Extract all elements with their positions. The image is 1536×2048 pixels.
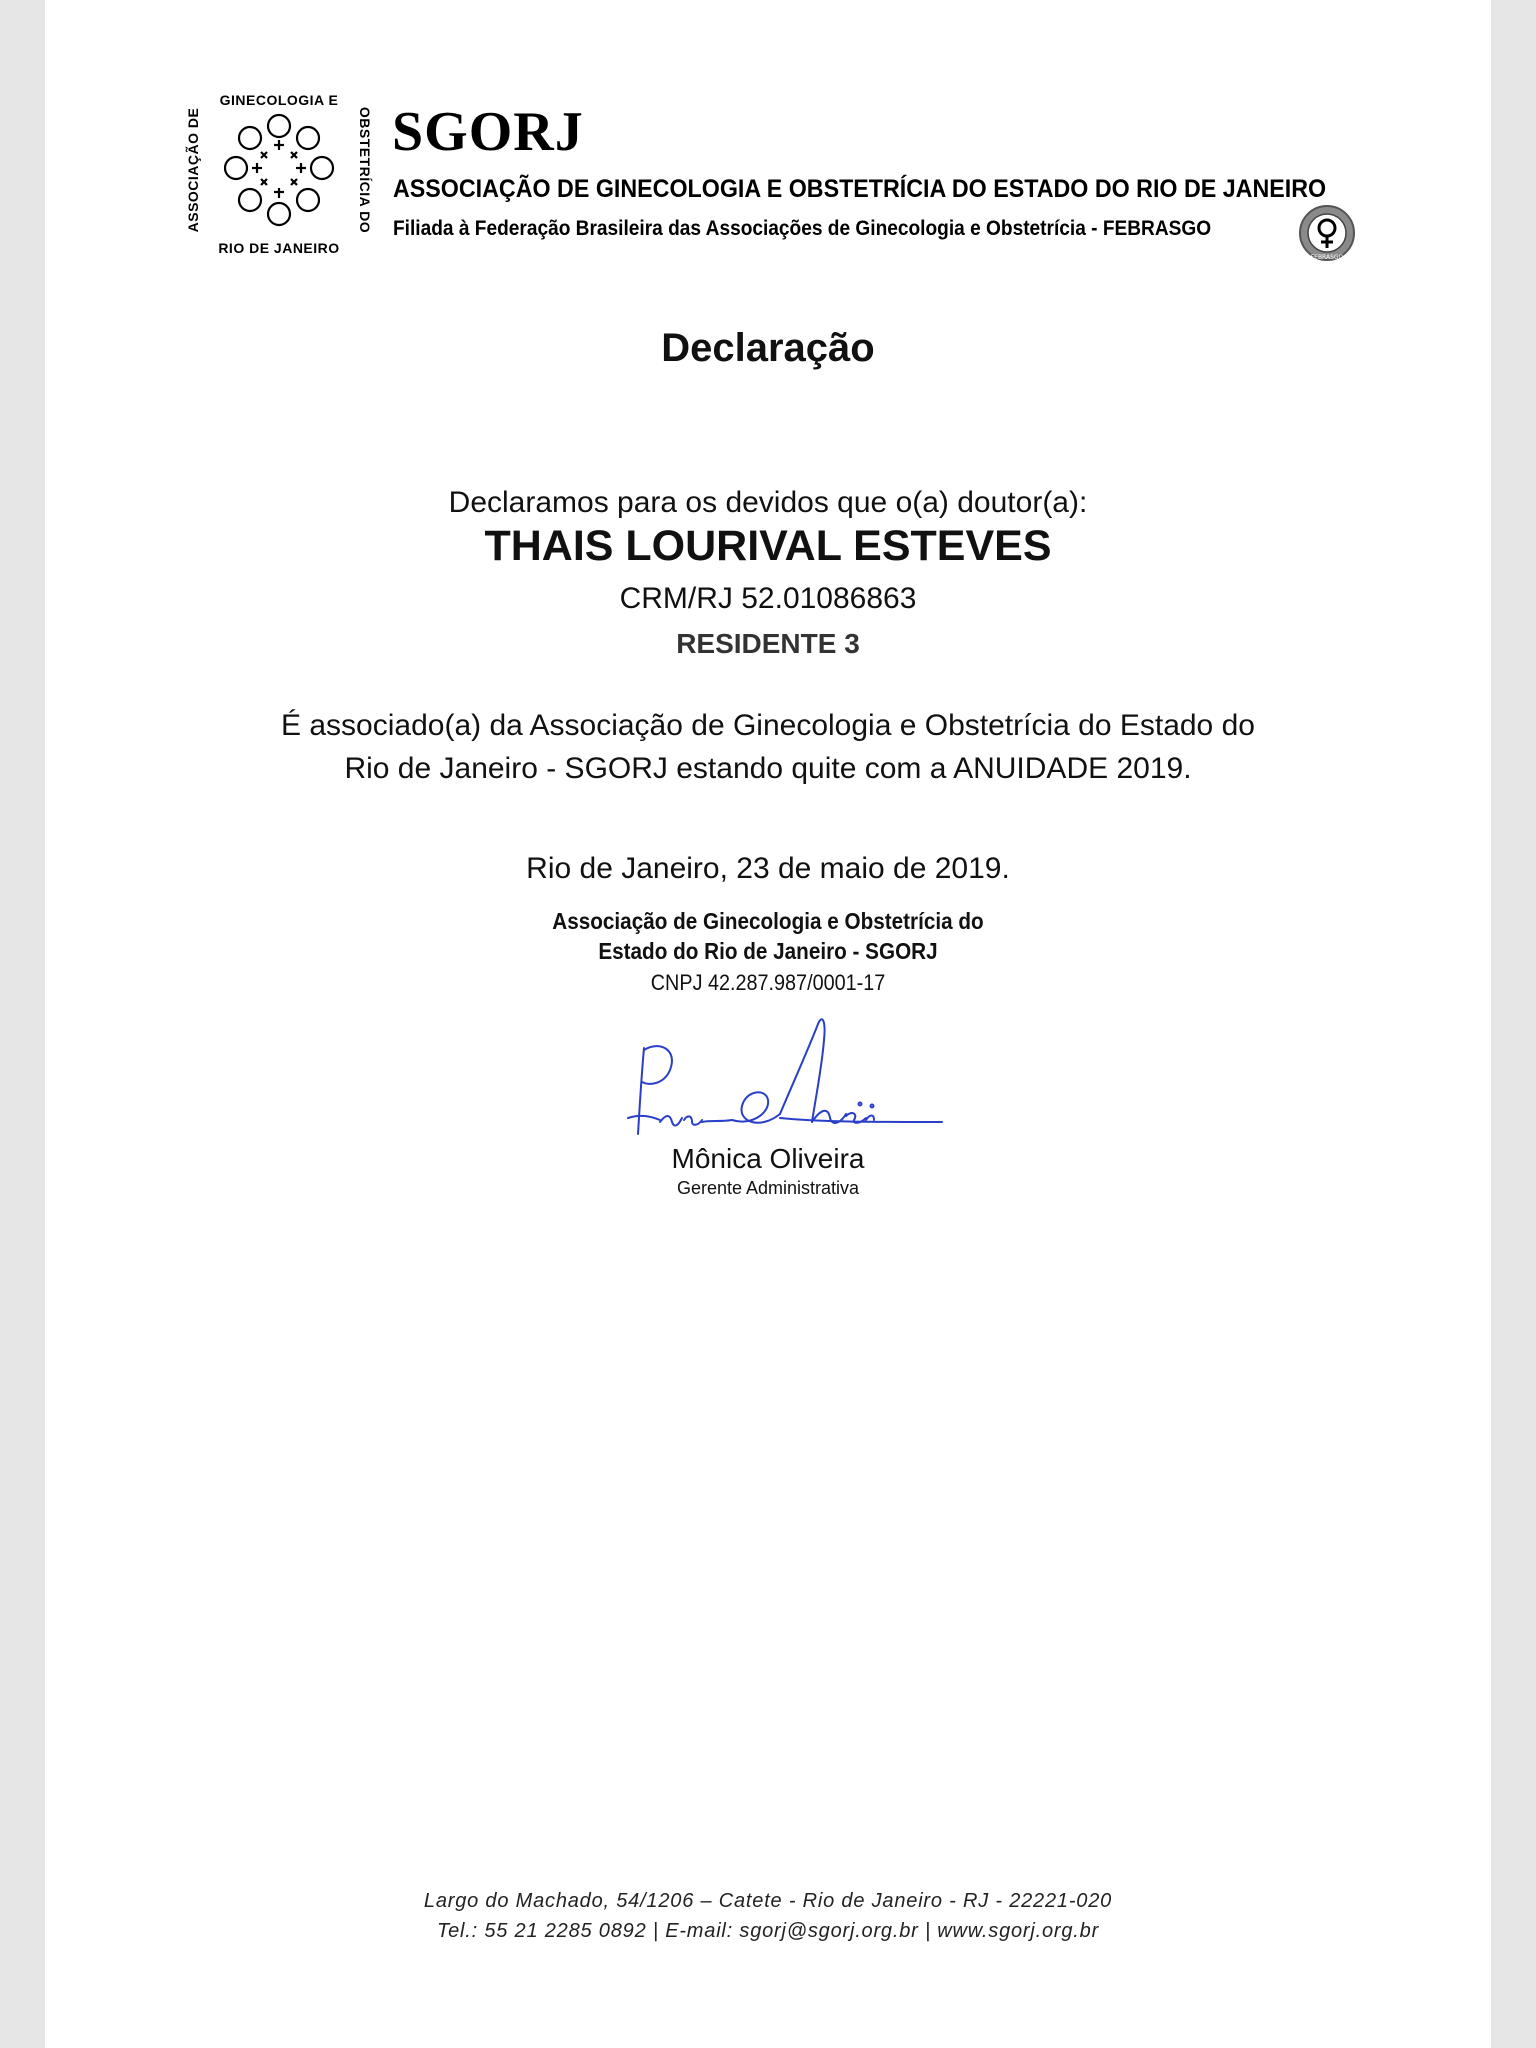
org-full-name: ASSOCIAÇÃO DE GINECOLOGIA E OBSTETRÍCIA DO ESTADO DO RIO DE JANEIRO	[393, 175, 1327, 203]
logo-text-right: OBSTETRÍCIA DO	[357, 106, 373, 234]
doctor-name: THAIS LOURIVAL ESTEVES	[484, 522, 1052, 570]
footer-contact: Tel.: 55 21 2285 0892 | E-mail: sgorj@sgorj.org.br | www.sgorj.org.br	[436, 1920, 1100, 1942]
signer-role: Gerente Administrativa	[676, 1178, 860, 1198]
logo-text-bottom: RIO DE JANEIRO	[218, 240, 340, 256]
footer-address: Largo do Machado, 54/1206 – Catete - Rio de Janeiro - RJ - 22221-020	[423, 1890, 1113, 1912]
logo-text-top: GINECOLOGIA E	[219, 92, 339, 108]
statement-line-1: É associado(a) da Associação de Ginecologia e Obstetrícia do Estado do	[281, 709, 1255, 742]
logo-emblem-icon	[214, 112, 344, 236]
place-date: Rio de Janeiro, 23 de maio de 2019.	[526, 852, 1010, 885]
seal-text: FEBRASGO	[1310, 254, 1344, 261]
signature-org-line-1: Associação de Ginecologia e Obstetrícia do	[552, 908, 984, 934]
signature-org-line-2: Estado do Rio de Janeiro - SGORJ	[598, 938, 938, 964]
statement-line-2: Rio de Janeiro - SGORJ estando quite com a ANUIDADE 2019.	[344, 752, 1192, 785]
crm-number: CRM/RJ 52.01086863	[619, 582, 917, 615]
affiliation-line: Filiada à Federação Brasileira das Associações de Ginecologia e Obstetrícia - FEBRASGO	[393, 217, 1212, 240]
intro-text: Declaramos para os devidos que o(a) doutor(a):	[448, 486, 1088, 519]
document-title: Declaração	[661, 326, 875, 370]
sgorj-logo	[170, 88, 388, 258]
brand-name: SGORJ	[392, 101, 584, 163]
signer-name: Mônica Oliveira	[671, 1143, 865, 1174]
logo-text-left: ASSOCIAÇÃO DE	[185, 107, 201, 233]
cnpj: CNPJ 42.287.987/0001-17	[650, 970, 886, 995]
member-category: RESIDENTE 3	[676, 628, 860, 659]
febrasgo-seal-icon	[1298, 204, 1356, 262]
handwritten-signature	[620, 1010, 950, 1150]
